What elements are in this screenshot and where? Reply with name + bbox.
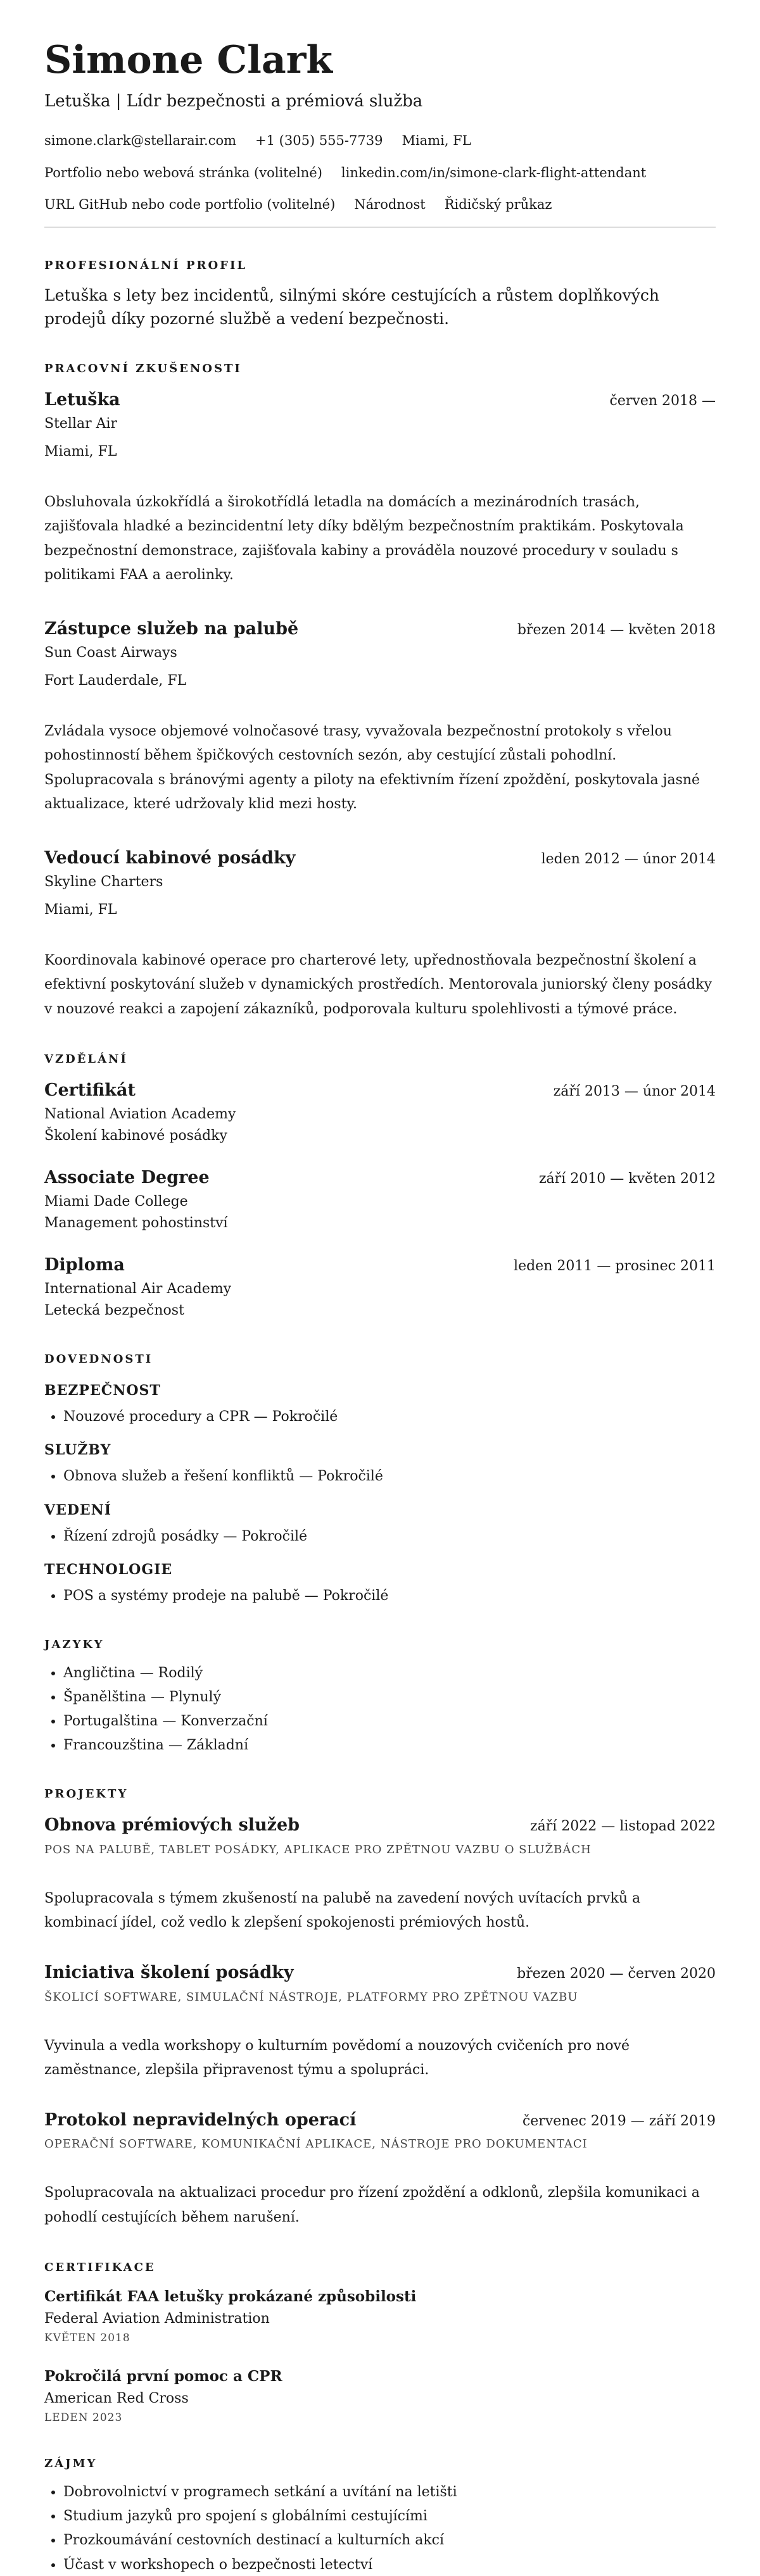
- education-degree: Certifikát: [44, 1080, 136, 1101]
- candidate-name: Simone Clark: [44, 38, 332, 82]
- interest-item: • Prozkoumávání cestovních destinací a kulturních akcí: [63, 2530, 716, 2551]
- education-field: Letecká bezpečnost: [44, 1303, 184, 1319]
- job-date: červen 2018 —: [609, 392, 716, 409]
- education-school: International Air Academy: [44, 1281, 232, 1297]
- certification-name: Certifikát FAA letušky prokázané způsobilosti: [44, 2288, 417, 2306]
- skill-category: SLUŽBY: [44, 1442, 111, 1459]
- contact-nationality: Národnost: [354, 197, 426, 213]
- certification-issuer: American Red Cross: [44, 2390, 189, 2406]
- certifications-section: [44, 2259, 716, 2426]
- contact-github[interactable]: URL GitHub nebo code portfolio (volitelné): [44, 197, 336, 213]
- skills-heading: DOVEDNOSTI: [44, 1353, 153, 1366]
- contact-phone[interactable]: +1 (305) 555-7739: [255, 133, 383, 149]
- header-divider: [44, 227, 716, 228]
- education-heading: VZDĚLÁNÍ: [44, 1053, 128, 1066]
- skills-section: [44, 1351, 716, 1607]
- certification-date: LEDEN 2023: [44, 2411, 123, 2424]
- contact-line-3: [44, 194, 716, 215]
- certification-name: Pokročilá první pomoc a CPR: [44, 2368, 282, 2385]
- project-title: Obnova prémiových služeb: [44, 1815, 300, 1835]
- job-company: Skyline Charters: [44, 873, 163, 890]
- education-field: Školení kabinové posádky: [44, 1128, 227, 1144]
- skill-category: BEZPEČNOST: [44, 1382, 161, 1399]
- contact-linkedin[interactable]: linkedin.com/in/simone-clark-flight-attendant: [341, 165, 647, 180]
- project-description: Spolupracovala s týmem zkušeností na palubě na zavedení nových uvítacích prvků a kombinací jídel, což vedlo k zlepšení spokojenosti prémiových hostů.: [44, 1890, 641, 1931]
- profile-text: Letuška s lety bez incidentů, silnými skóre cestujících a růstem doplňkových prodejů díky pozorné službě a vedení bezpečnosti.: [44, 285, 659, 328]
- candidate-subtitle: Letuška | Lídr bezpečnosti a prémiová služba: [44, 92, 423, 111]
- job-company: Stellar Air: [44, 415, 118, 432]
- projects-heading: PROJEKTY: [44, 1787, 129, 1801]
- contact-line-2: [44, 163, 716, 184]
- project-description: Spolupracovala na aktualizaci procedur pro řízení zpoždění a odklonů, zlepšila komunikaci a pohodlí cestujících během narušení.: [44, 2185, 700, 2225]
- project-date: červenec 2019 — září 2019: [522, 2113, 716, 2129]
- job-description: Zvládala vysoce objemové volnočasové trasy, vyvažovala bezpečnostní protokoly s vřelou pohostinností během špičkových cestovních sezón, aby cestující zůstali pohodlní. Spolupracovala s bránovými agenty a piloty na efektivním řízení zpoždění, poskytovala jasné aktualizace, které udržovaly klid mezi hosty.: [44, 723, 700, 813]
- language-item: • Portugalština — Konverzační: [63, 1711, 716, 1732]
- skill-list: [44, 1526, 716, 1547]
- education-school: Miami Dade College: [44, 1194, 188, 1210]
- interest-item: • Dobrovolnictví v programech setkání a uvítání na letišti: [63, 2482, 716, 2503]
- education-section: [44, 1051, 716, 1322]
- project-tech: POS NA PALUBĚ, TABLET POSÁDKY, APLIKACE PRO ZPĚTNOU VAZBU O SLUŽBÁCH: [44, 1842, 592, 1856]
- project-date: září 2022 — listopad 2022: [530, 1818, 716, 1835]
- contact-license: Řidičský průkaz: [444, 197, 552, 213]
- project-date: březen 2020 — červen 2020: [517, 1965, 716, 1982]
- education-date: září 2010 — květen 2012: [538, 1171, 716, 1187]
- education-date: leden 2011 — prosinec 2011: [514, 1258, 716, 1275]
- job-location: Fort Lauderdale, FL: [44, 672, 187, 689]
- language-list: [44, 1663, 716, 1756]
- job-entry: [44, 387, 716, 588]
- job-description: Koordinovala kabinové operace pro charterové lety, upřednostňovala bezpečnostní školení a efektivní poskytování služeb v dynamických prostředích. Mentorovala juniorský členy posádky v nouzové reakci a zapojení zákazníků, podporovala kulturu spolehlivosti a týmové práce.: [44, 952, 712, 1017]
- job-title: Zástupce služeb na palubě: [44, 618, 299, 639]
- job-entry: [44, 845, 716, 1022]
- job-description: Obsluhovala úzkokřídlá a širokotřídlá letadla na domácích a mezinárodních trasách, zajišťovala hladké a bezincidentní lety díky bdělým bezpečnostním praktikám. Poskytovala bezpečnostní demonstrace, zajišťovala kabiny a prováděla nouzové procedury v souladu s politikami FAA a aerolinky.: [44, 494, 684, 584]
- project-tech: OPERAČNÍ SOFTWARE, KOMUNIKAČNÍ APLIKACE, NÁSTROJE PRO DOKUMENTACI: [44, 2137, 588, 2151]
- project-entry: [44, 2107, 716, 2230]
- resume-header: [44, 39, 716, 228]
- job-date: březen 2014 — květen 2018: [517, 622, 716, 638]
- education-entry: [44, 1252, 716, 1322]
- job-title: Letuška: [44, 389, 120, 410]
- skill-category: TECHNOLOGIE: [44, 1561, 173, 1578]
- interest-list: [44, 2482, 716, 2575]
- job-entry: [44, 616, 716, 817]
- contact-line-1: [44, 130, 716, 151]
- certification-issuer: Federal Aviation Administration: [44, 2310, 270, 2327]
- interests-section: [44, 2455, 716, 2575]
- project-description: Vyvinula a vedla workshopy o kulturním povědomí a nouzových cvičeních pro nové zaměstnance, zlepšila připravenost týmu a spolupráci.: [44, 2037, 630, 2079]
- interests-heading: ZÁJMY: [44, 2457, 98, 2471]
- contact-portfolio[interactable]: Portfolio nebo webová stránka (volitelné): [44, 165, 322, 180]
- contact-email[interactable]: simone.clark@stellarair.com: [44, 133, 237, 149]
- education-date: září 2013 — únor 2014: [553, 1084, 716, 1100]
- certification-date: KVĚTEN 2018: [44, 2331, 130, 2344]
- education-entry: [44, 1165, 716, 1234]
- project-entry: [44, 1812, 716, 1935]
- project-title: Protokol nepravidelných operací: [44, 2110, 357, 2130]
- skill-item: • Řízení zdrojů posádky — Pokročilé: [63, 1526, 716, 1547]
- skill-item: • Obnova služeb a řešení konfliktů — Pokročilé: [63, 1466, 716, 1487]
- education-degree: Associate Degree: [44, 1168, 210, 1188]
- job-location: Miami, FL: [44, 901, 117, 918]
- skill-category: VEDENÍ: [44, 1501, 112, 1518]
- profile-section: [44, 257, 716, 331]
- languages-heading: JAZYKY: [44, 1637, 104, 1651]
- skill-list: [44, 1466, 716, 1487]
- project-tech: ŠKOLICÍ SOFTWARE, SIMULAČNÍ NÁSTROJE, PLATFORMY PRO ZPĚTNOU VAZBU: [44, 1990, 578, 2004]
- job-title: Vedoucí kabinové posádky: [44, 847, 296, 868]
- languages-section: [44, 1636, 716, 1756]
- skill-item: • POS a systémy prodeje na palubě — Pokročilé: [63, 1585, 716, 1607]
- education-field: Management pohostinství: [44, 1215, 228, 1232]
- profile-heading: PROFESIONÁLNÍ PROFIL: [44, 258, 248, 272]
- job-location: Miami, FL: [44, 443, 117, 460]
- language-item: • Francouzština — Základní: [63, 1735, 716, 1756]
- skill-list: [44, 1585, 716, 1607]
- certifications-heading: CERTIFIKACE: [44, 2261, 156, 2275]
- education-entry: [44, 1077, 716, 1147]
- language-item: • Angličtina — Rodilý: [63, 1663, 716, 1684]
- projects-section: [44, 1785, 716, 2230]
- skill-list: [44, 1406, 716, 1428]
- job-company: Sun Coast Airways: [44, 644, 177, 661]
- certification-entry: [44, 2365, 716, 2426]
- skill-item: • Nouzové procedury a CPR — Pokročilé: [63, 1406, 716, 1428]
- education-school: National Aviation Academy: [44, 1106, 236, 1123]
- education-degree: Diploma: [44, 1255, 125, 1275]
- language-item: • Španělština — Plynulý: [63, 1687, 716, 1708]
- experience-section: [44, 360, 716, 1022]
- certification-entry: [44, 2285, 716, 2346]
- project-title: Iniciativa školení posádky: [44, 1962, 294, 1982]
- job-date: leden 2012 — únor 2014: [541, 851, 716, 867]
- interest-item: • Studium jazyků pro spojení s globálními cestujícími: [63, 2506, 716, 2527]
- contact-location: Miami, FL: [402, 133, 471, 149]
- interest-item: • Účast v workshopech o bezpečnosti letectví: [63, 2554, 716, 2576]
- experience-heading: PRACOVNÍ ZKUŠENOSTI: [44, 361, 242, 375]
- project-entry: [44, 1960, 716, 2083]
